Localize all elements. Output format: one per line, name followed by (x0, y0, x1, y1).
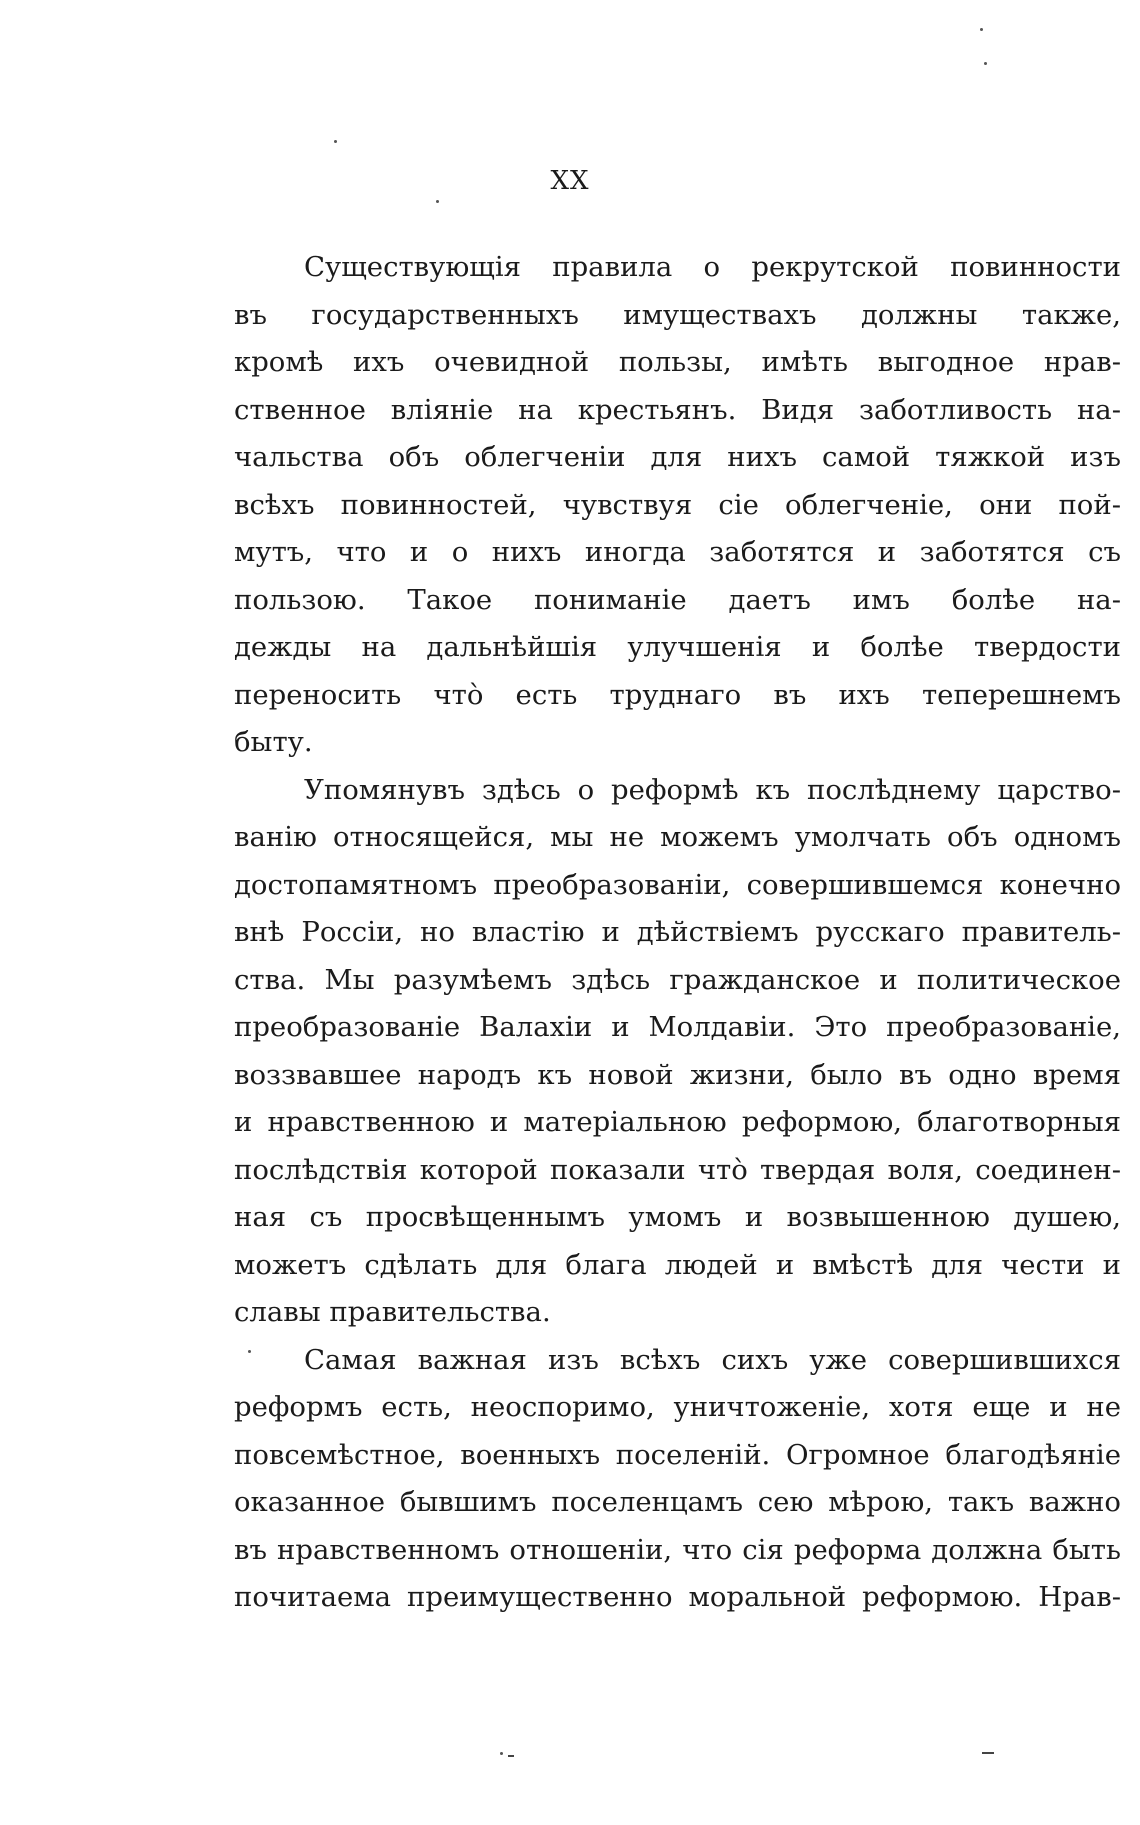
text-line: дежды на дальнѣйшія улучшенія и болѣе твердости (234, 631, 1121, 663)
text-line: переносить что̀ есть труднаго въ ихъ теперешнемъ (234, 678, 1121, 711)
text-line: Существующія правила о рекрутской повинности (304, 251, 1121, 283)
text-line: славы правительства. (234, 1296, 551, 1328)
text-line: почитаема преимущественно моральной реформою. Нрав- (234, 1581, 1121, 1613)
text-line: повсемѣстное, военныхъ поселеній. Огромное благодѣяніе (234, 1438, 1121, 1471)
text-line: реформъ есть, неоспоримо, уничтоженіе, хотя еще и не (234, 1391, 1121, 1423)
page-number: XX (550, 166, 590, 196)
text-line: оказанное бывшимъ поселенцамъ сею мѣрою, такъ важно (234, 1486, 1121, 1518)
text-line: въ государственныхъ имуществахъ должны также, (234, 298, 1121, 331)
paragraph-2 (234, 767, 1121, 1337)
text-line: послѣдствія которой показали что̀ твердая воля, соединен- (234, 1153, 1121, 1186)
scan-speck (334, 140, 337, 143)
text-line: воззвавшее народъ къ новой жизни, было въ одно время (234, 1058, 1121, 1091)
text-line: можетъ сдѣлать для блага людей и вмѣстѣ для чести и (234, 1248, 1121, 1281)
text-line: внѣ Россіи, но властію и дѣйствіемъ русскаго правитель- (234, 916, 1121, 948)
text-line: Упомянувъ здѣсь о реформѣ къ послѣднему царство- (304, 773, 1121, 806)
text-line: ная съ просвѣщеннымъ умомъ и возвышенною душею, (234, 1201, 1121, 1233)
scan-speck (436, 200, 439, 203)
paragraph-3 (234, 1337, 1121, 1622)
text-line: ства. Мы разумѣемъ здѣсь гражданское и политическое (234, 963, 1121, 996)
text-line: достопамятномъ преобразованіи, совершившемся конечно (234, 868, 1121, 901)
scan-speck (980, 28, 983, 31)
paragraph-1 (234, 244, 1121, 767)
text-line: ственное вліяніе на крестьянъ. Видя заботливость на- (234, 393, 1121, 426)
scan-mark (508, 1755, 514, 1757)
text-line: и нравственною и матеріальною реформою, благотворныя (234, 1106, 1121, 1138)
text-line: ванію относящейся, мы не можемъ умолчать объ одномъ (234, 821, 1121, 853)
text-line: кромѣ ихъ очевидной пользы, имѣть выгодное нрав- (234, 346, 1121, 378)
text-line: чальства объ облегченіи для нихъ самой тяжкой изъ (234, 441, 1121, 473)
text-line: всѣхъ повинностей, чувствуя сіе облегченіе, они пой- (234, 488, 1121, 521)
text-line: быту. (234, 726, 313, 758)
scan-mark (982, 1752, 994, 1754)
scan-speck (984, 62, 987, 65)
scan-speck (248, 1350, 251, 1353)
text-line: преобразованіе Валахіи и Молдавіи. Это преобразованіе, (234, 1011, 1121, 1043)
body-text (234, 244, 1121, 1622)
text-line: въ нравственномъ отношеніи, что сія реформа должна быть (234, 1533, 1121, 1566)
scan-speck (500, 1752, 503, 1755)
text-line: пользою. Такое пониманіе даетъ имъ болѣе на- (234, 583, 1121, 616)
text-line: мутъ, что и о нихъ иногда заботятся и заботятся съ (234, 536, 1121, 568)
text-line: Самая важная изъ всѣхъ сихъ уже совершившихся (304, 1343, 1121, 1376)
